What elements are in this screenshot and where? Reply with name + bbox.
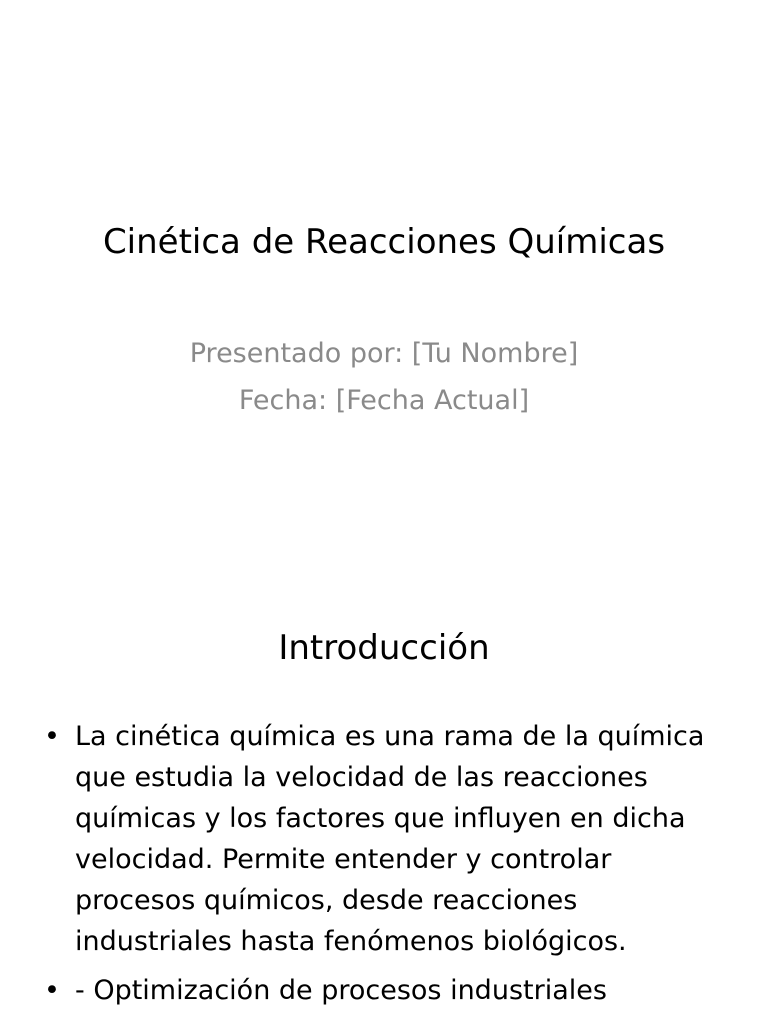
introduction-slide	[0, 576, 768, 1024]
slide-subtitle	[0, 330, 768, 424]
slide-title: Introducción	[278, 628, 490, 668]
date-line: Fecha: [Fecha Actual]	[238, 385, 530, 416]
bullet-text: - Optimización de procesos industriales	[75, 975, 607, 1006]
bullet-item	[0, 970, 768, 1011]
bullet-list	[0, 716, 768, 1019]
slide-title: Cinética de Reacciones Químicas	[102, 222, 666, 262]
bullet-item	[0, 716, 768, 962]
presenter-line: Presentado por: [Tu Nombre]	[189, 338, 579, 369]
bullet-text: La cinética química es una rama de la química que estudia la velocidad de las reacciones químicas y los factores que influyen en dicha velocidad. Permite entender y controlar procesos químicos, desde reacciones industriales hasta fenómenos biológicos.	[75, 721, 705, 957]
bullet-dot-icon: •	[44, 721, 60, 752]
bullet-dot-icon: •	[44, 975, 60, 1006]
